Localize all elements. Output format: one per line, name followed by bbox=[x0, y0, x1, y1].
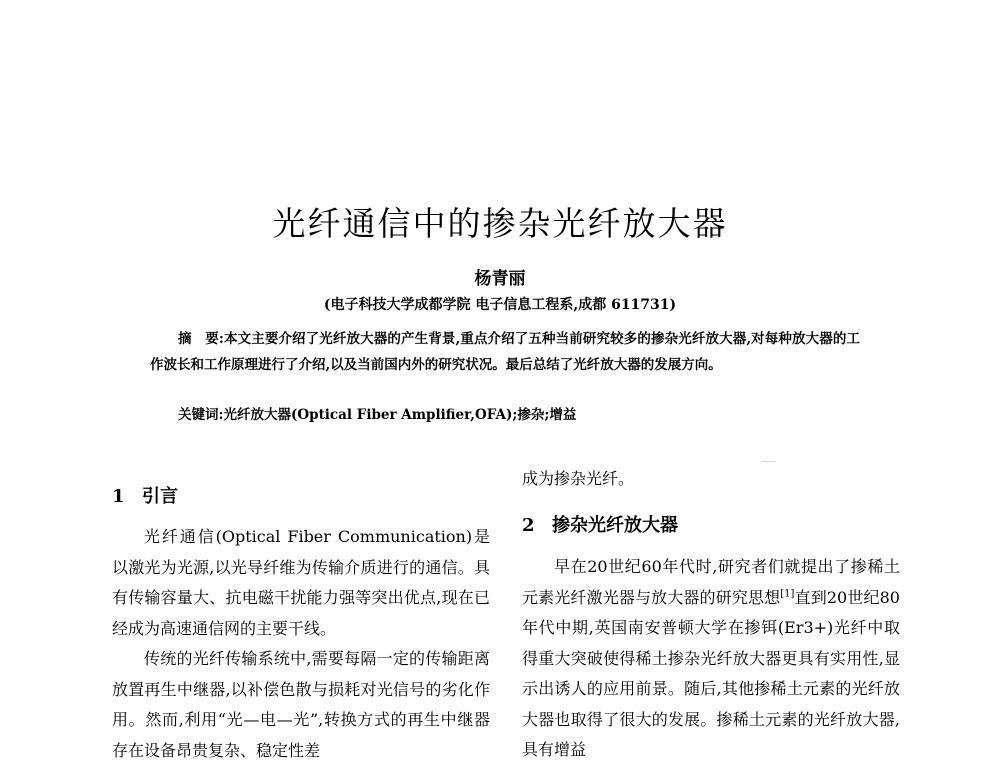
section-title: 引言 bbox=[142, 486, 178, 507]
carryover-text: 成为掺杂光纤。 bbox=[522, 469, 635, 488]
author-affiliation: (电子科技大学成都学院 电子信息工程系,成都 611731) bbox=[323, 297, 677, 313]
abstract-label: 摘 要: bbox=[178, 331, 224, 347]
intro-paragraph-2: 传统的光纤传输系统中,需要每隔一定的传输距离放置再生中继器,以补偿色散与损耗对光信号的劣化作用。然而,利用“光—电—光”,转换方式的再生中继器存在设备昂贵复杂、稳定性差 bbox=[112, 649, 490, 760]
paper-title: 光纤通信中的掺杂光纤放大器 bbox=[272, 204, 728, 243]
section-number: 2 bbox=[522, 515, 535, 536]
abstract bbox=[150, 326, 860, 378]
section-heading-introduction bbox=[112, 482, 178, 508]
intro-paragraph-1: 光纤通信(Optical Fiber Communication)是以激光为光源,以光导纤维为传输介质进行的通信。具有传输容量大、抗电磁干扰能力强等突出优点,现在已经成为高速通信网的主要干线。 bbox=[112, 527, 490, 638]
doped-paragraph-part-2: 直到20世纪80年代中期,英国南安普顿大学在掺铒(Er3+)光纤中取得重大突破使得稀土掺杂光纤放大器更具有实用性,显示出诱人的应用前景。随后,其他掺稀土元素的光纤放大器也取得了很大的发展。掺稀土元素的光纤放大器,具有增益 bbox=[522, 587, 900, 759]
citation-ref: [1] bbox=[780, 588, 795, 600]
doped-paragraph-part-1: 早在20世纪60年代时,研究者们就提出了掺稀土元素光纤激光器与放大器的研究思想 bbox=[522, 557, 900, 607]
section-number: 1 bbox=[112, 486, 125, 507]
section-heading-doped-amplifier bbox=[522, 511, 678, 537]
scan-mark bbox=[762, 461, 776, 462]
keywords bbox=[178, 404, 878, 426]
section-title: 掺杂光纤放大器 bbox=[552, 515, 678, 536]
keywords-text: 光纤放大器(Optical Fiber Amplifier,OFA);掺杂;增益 bbox=[223, 407, 577, 423]
author-name: 杨青丽 bbox=[474, 269, 526, 289]
doped-paragraph bbox=[522, 552, 900, 766]
abstract-text: 本文主要介绍了光纤放大器的产生背景,重点介绍了五种当前研究较多的掺杂光纤放大器,对每种放大器的工作波长和工作原理进行了介绍,以及当前国内外的研究状况。最后总结了光纤放大器的发展方向。 bbox=[150, 331, 860, 373]
keywords-label: 关键词: bbox=[178, 407, 224, 423]
